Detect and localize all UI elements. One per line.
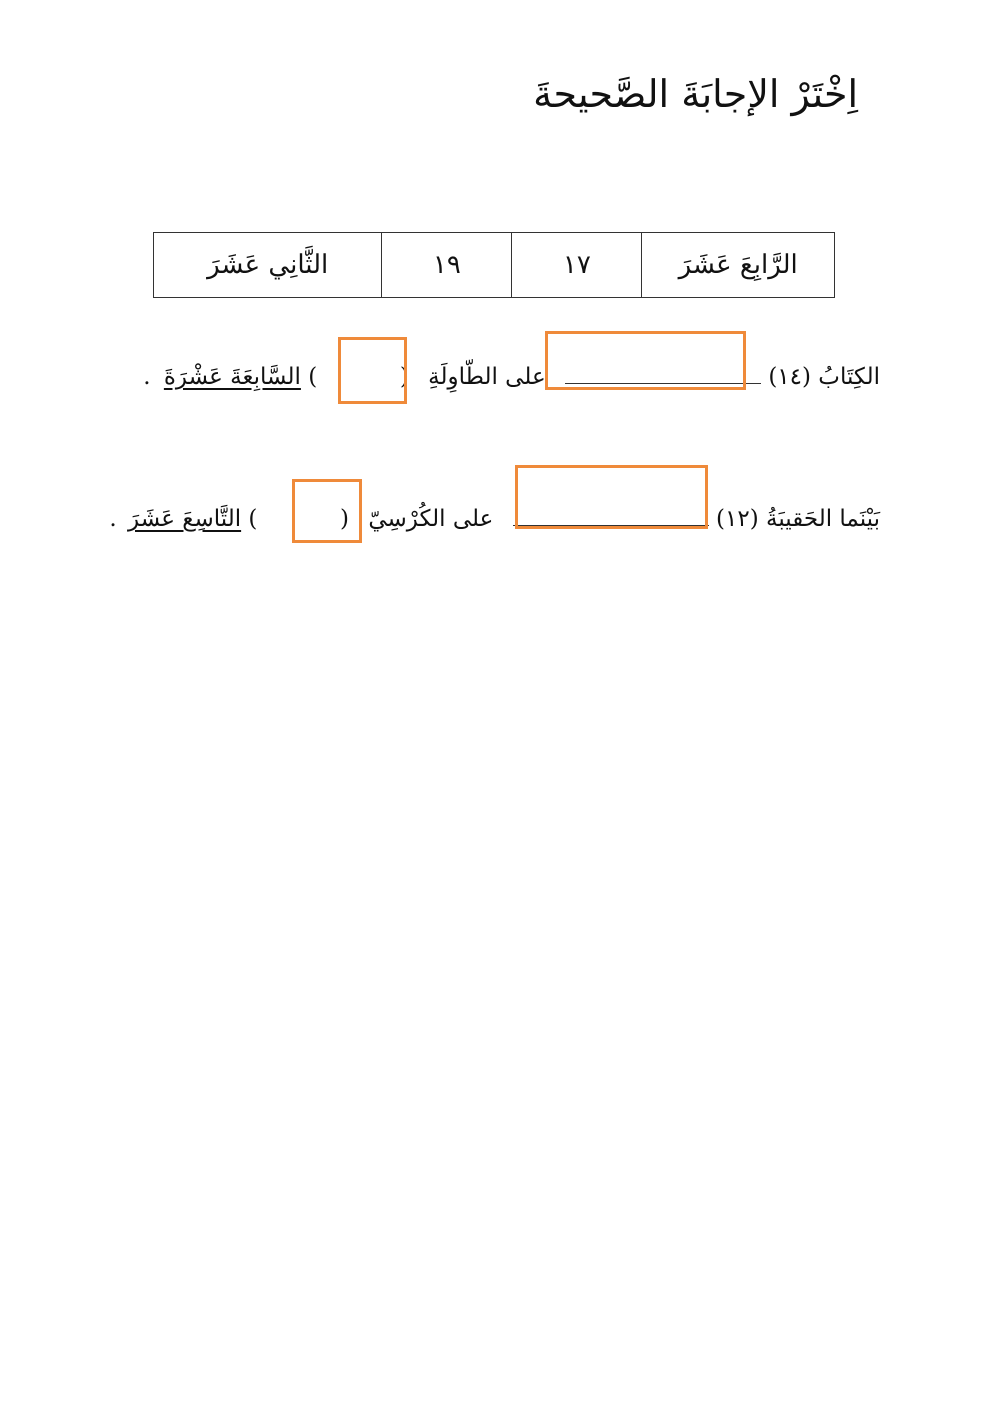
- ordinal-text: السَّابِعَةَ عَشْرَةَ: [163, 364, 301, 390]
- sentence-end: .: [109, 506, 117, 532]
- page-title: اِخْتَرْ الإجابَةَ الصَّحيحةَ: [533, 72, 858, 116]
- option-cell[interactable]: الثَّانِي عَشَرَ: [154, 233, 382, 298]
- sentence-text: على الطّاوِلَةِ: [428, 364, 546, 390]
- option-cell[interactable]: الرَّابِعَ عَشَرَ: [642, 233, 835, 298]
- paren-open: (: [399, 364, 409, 390]
- option-cell[interactable]: ١٩: [382, 233, 512, 298]
- sentence-text: بَيْنَما الحَقيبَةُ (١٢): [716, 506, 880, 532]
- paren-open: (: [340, 506, 350, 532]
- question-sentence-1: [143, 364, 880, 392]
- sentence-text: الكِتَابُ (١٤): [768, 364, 880, 390]
- answer-box-paren-2[interactable]: [292, 479, 362, 543]
- sentence-text: على الكُرْسِيّ: [368, 506, 494, 532]
- paren-close: ): [308, 364, 318, 390]
- ordinal-text: التَّاسِعَ عَشَرَ: [128, 506, 242, 532]
- question-sentence-2: [109, 506, 880, 534]
- paren-close: ): [248, 506, 258, 532]
- option-cell[interactable]: ١٧: [512, 233, 642, 298]
- answer-box-paren-1[interactable]: [338, 337, 407, 404]
- sentence-end: .: [143, 364, 151, 390]
- answer-box-blank-1[interactable]: [545, 331, 746, 390]
- answer-options-table: [153, 232, 835, 298]
- answer-box-blank-2[interactable]: [515, 465, 708, 529]
